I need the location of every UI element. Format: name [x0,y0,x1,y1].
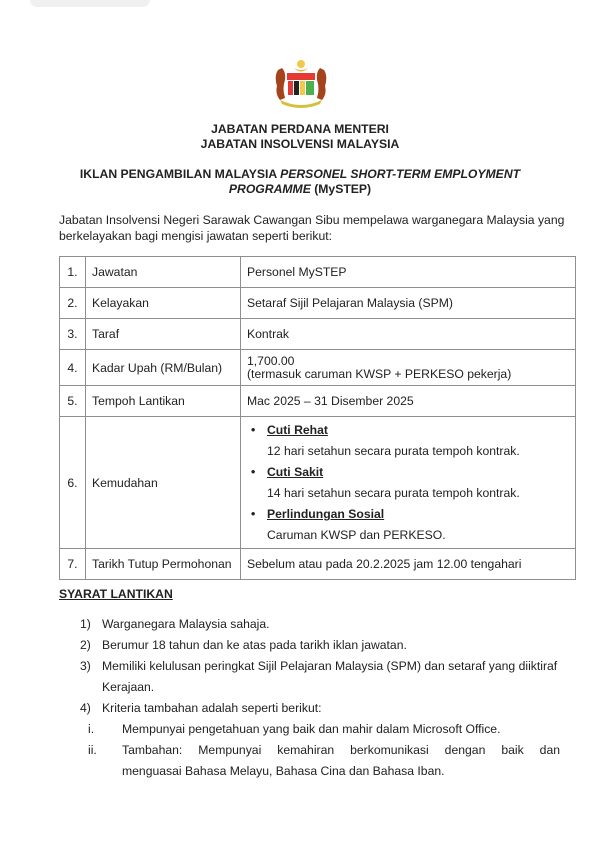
row-number: 4. [60,350,86,386]
table-row [60,417,576,549]
requirement-number: 4) [80,701,91,715]
ad-title-line2 [0,182,600,196]
row-number: 7. [60,549,86,580]
row-label: Kelayakan [86,288,241,319]
crest-panel-4 [306,81,314,95]
table-row [60,549,576,580]
benefit-item [247,462,569,504]
row-number: 5. [60,386,86,417]
crest-panel-3 [300,81,305,95]
crest-panel-1 [288,81,293,95]
header-department: JABATAN INSOLVENSI MALAYSIA [200,137,400,151]
requirement-item [80,614,560,635]
requirement-item [80,656,560,698]
table-row [60,288,576,319]
requirement-number: 3) [80,659,91,673]
sub-requirement-number: i. [88,722,95,736]
crest-panel-2 [294,81,299,95]
row-number: 2. [60,288,86,319]
benefits-cell [241,417,576,549]
ad-title-line2-plain: (MySTEP) [310,182,372,196]
requirement-number: 1) [80,617,91,631]
row-label: Taraf [86,319,241,350]
requirement-item [80,698,560,719]
benefit-item [247,420,569,462]
header-ministry: JABATAN PERDANA MENTERI [211,122,389,136]
crest-tiger-left [276,68,285,100]
requirements-title: SYARAT LANTIKAN [59,587,173,601]
sub-requirement-text-line1: Tambahan: Mempunyai kemahiran berkomunikasi dengan baik dan [122,743,560,757]
bullet-icon: • [251,423,256,437]
requirement-number: 2) [80,638,91,652]
crest-tiger-right [317,68,326,100]
malaysia-coat-of-arms-icon [272,58,330,110]
intro-paragraph: Jabatan Insolvensi Negeri Sarawak Cawangan Sibu mempelawa warganegara Malaysia yang berkelayakan bagi mengisi jawatan seperti berikut: [59,213,565,243]
row-number: 1. [60,257,86,288]
requirement-text: Memiliki kelulusan peringkat Sijil Pelajaran Malaysia (SPM) dan setaraf yang diiktiraf Kerajaan. [102,659,558,694]
row-value: Sebelum atau pada 20.2.2025 jam 12.00 tengahari [241,549,576,580]
row-value: Personel MySTEP [241,257,576,288]
row-label: Kemudahan [86,417,241,549]
row-label: Tarikh Tutup Permohonan [86,549,241,580]
sub-requirement-item [80,719,560,740]
crest-scroll [280,100,322,108]
row-value-cell [241,350,576,386]
sub-requirement-text: Mempunyai pengetahuan yang baik dan mahir dalam Microsoft Office. [122,722,501,736]
requirement-text: Kriteria tambahan adalah seperti berikut: [102,701,322,715]
benefit-title: Perlindungan Sosial [267,507,385,521]
sub-requirement-text-line2: menguasai Bahasa Melayu, Bahasa Cina dan Bahasa Iban. [122,764,445,778]
row-label: Jawatan [86,257,241,288]
benefit-item [247,504,569,546]
ad-title-plain: IKLAN PENGAMBILAN MALAYSIA [79,167,281,181]
requirements-list [80,614,560,782]
ad-title-line1 [0,167,600,181]
benefits-list [247,417,569,548]
job-info-table [59,256,576,580]
row-number: 6. [60,417,86,549]
row-value: Mac 2025 – 31 Disember 2025 [241,386,576,417]
row-value: Setaraf Sijil Pelajaran Malaysia (SPM) [241,288,576,319]
row-number: 3. [60,319,86,350]
table-row [60,257,576,288]
crest-shield-top [287,73,315,80]
benefit-title: Cuti Rehat [267,423,328,437]
row-value: Kontrak [241,319,576,350]
benefit-desc: 12 hari setahun secara purata tempoh kontrak. [267,444,520,458]
requirement-text: Berumur 18 tahun dan ke atas pada tarikh iklan jawatan. [102,638,407,652]
row-label: Kadar Upah (RM/Bulan) [86,350,241,386]
table-row [60,386,576,417]
bullet-icon: • [251,465,256,479]
wage-amount: 1,700.00 [247,353,295,368]
crest-sun [297,60,305,68]
crest-crescent [294,68,308,72]
table-row [60,350,576,386]
sub-requirement-item [80,740,560,782]
table-row [60,319,576,350]
benefit-desc: Caruman KWSP dan PERKESO. [267,528,446,542]
bullet-icon: • [251,507,256,521]
benefit-desc: 14 hari setahun secara purata tempoh kontrak. [267,486,520,500]
requirement-text: Warganegara Malaysia sahaja. [102,617,270,631]
wage-note: (termasuk caruman KWSP + PERKESO pekerja) [247,366,512,381]
top-overlay-pill [30,0,150,7]
requirement-item [80,635,560,656]
row-label: Tempoh Lantikan [86,386,241,417]
benefit-title: Cuti Sakit [267,465,324,479]
ad-title-line2-italic: PROGRAMME [228,182,311,196]
ad-title-italic: PERSONEL SHORT-TERM EMPLOYMENT [280,167,521,181]
sub-requirement-number: ii. [88,743,97,757]
